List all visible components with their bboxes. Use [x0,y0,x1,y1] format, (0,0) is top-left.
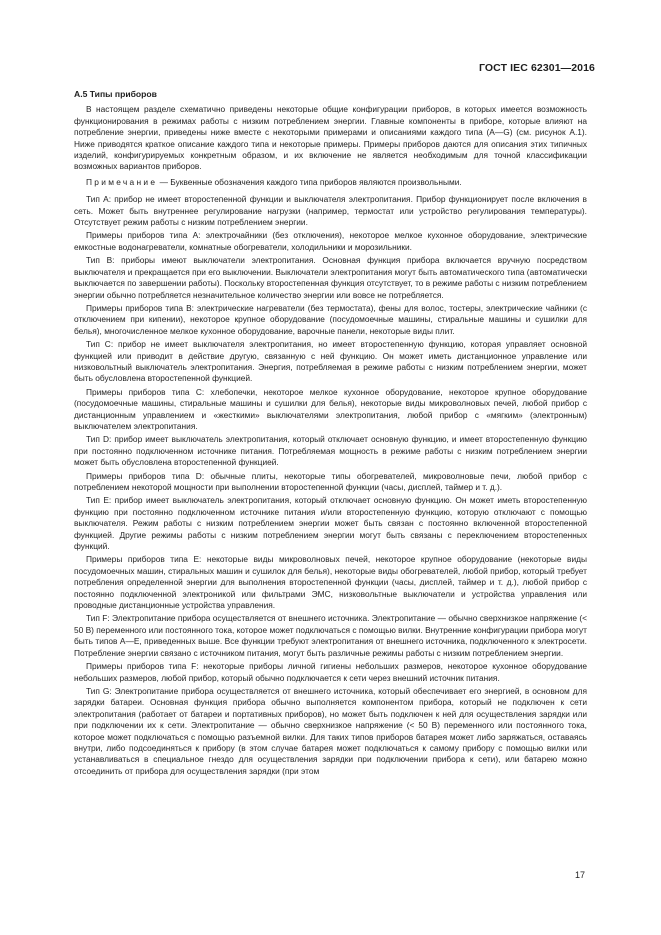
paragraph-examples-c: Примеры приборов типа С: хлебопечки, некоторое мелкое кухонное оборудование, некоторое крупное оборудование (посудомоечные машины, стиральные машины и сушилки для белья), некоторые виды микроволновых печей, любой прибор с дистанционным управлением и «жесткими» выключателями электропитания, любой прибор с «мягким» (электронным) выключателем электропитания. [74,386,587,431]
body-text [74,89,587,777]
section-title: А.5 Типы приборов [74,89,157,99]
paragraph-examples-a: Примеры приборов типа А: электрочайники (без отключения), некоторое мелкое кухонное оборудование, электрические емкостные водонагреватели, комнатные обогреватели, холодильники и морозильники. [74,230,587,252]
paragraph-type-c: Тип С: прибор не имеет выключателя электропитания, но имеет второстепенную функцию, которая управляет основной функцией или приводит в действие другую, связанную с ней функцию. Он может иметь дистанционное управление или низковольтный выключатель электропитания. Энергия, потребляемая в режиме работы с низким потреблением энергии, может быть обусловлена второстепенной функцией. [74,339,587,384]
paragraph-type-d: Тип D: прибор имеет выключатель электропитания, который отключает основную функцию, и имеет второстепенную функцию при постоянно подключенном источнике питания. Потребляемая мощность в режиме работы с низким потреблением энергии может быть обусловлена второстепенной функцией. [74,434,587,468]
paragraph-type-g: Тип G: Электропитание прибора осуществляется от внешнего источника, который обеспечивает его энергией, в основном для зарядки батареи. Основная функция прибора обычно выполняется компонентом прибора, который не подключен к сети электропитания (работает от батареи и портативных приборов), но может быть подключен к ней для осуществления зарядки или при подключении их к сети. Электропитание — обычно сверхнизкое напряжение (< 50 В) переменного или постоянного тока, которое может подключаться с помощью разъемной вилки. Для таких типов приборов батарея может либо заряжаться, оставаясь внутри, либо подсоединяться к прибору (в этом случае батарея может подключаться к самому прибору с помощью вилки или устанавливаться в специальное гнездо для осуществления зарядки при подключении прибора к сети), или батарею можно отсоединить от прибора для осуществления зарядки (при этом [74,685,587,776]
paragraph-type-e: Тип Е: прибор имеет выключатель электропитания, который отключает основную функцию. Он может иметь второстепенную функцию при постоянно подключенном источнике питания и/или второстепенную функцию, которую отключают с помощью выключателя. Режим работы с низким потреблением энергии может быть связан с постоянно включенной второстепенной функцией. Другие режимы работы с низким потреблением энергии могут быть связаны с переключением второстепенных функций. [74,495,587,552]
note-label: Примечание [86,176,158,187]
paragraph-examples-e: Примеры приборов типа Е: некоторые виды микроволновых печей, некоторое крупное оборудование (некоторые виды посудомоечных машин, стиральных машин и сушилок для белья), некоторые виды обогревателей, любой прибор, который требует потребления определенной энергии для выполнения второстепенной функции (часы, дисплей, таймер и т. д.), любой прибор с постоянно подключенной электроникой или фильтрами ЭМС, низковольтные выключатели и устройства управления или проводные дистанционные устройства управления. [74,554,587,611]
paragraph-examples-d: Примеры приборов типа D: обычные плиты, некоторые типы обогревателей, микроволновые печи, любой прибор с потреблением некоторой мощности при выполнении второстепенной функции (часы, дисплей, таймер и т. д.). [74,470,587,492]
note [74,177,587,188]
page-number: 17 [574,870,585,880]
note-text: — Буквенные обозначения каждого типа приборов являются произвольными. [157,176,462,187]
paragraph-type-a: Тип А: прибор не имеет второстепенной функции и выключателя электропитания. Прибор функционирует после включения в сеть. Может быть внутреннее регулирование нагрузки (например, термостат или устройство регулирования температуры). Отсутствует режим работы с низким потреблением энергии. [74,194,587,228]
paragraph-examples-f: Примеры приборов типа F: некоторые приборы личной гигиены небольших размеров, некоторое кухонное оборудование небольших размеров, любой прибор, который обычно подключается к сети через внешний источник питания. [74,661,587,683]
paragraph-type-b: Тип В: приборы имеют выключатели электропитания. Основная функция прибора включается вручную посредством выключателя и прекращается при его выключении. Выключатели электропитания могут быть автоматического типа (автоматически выключается по завершении работы). Поскольку второстепенная функция отсутствует, то в режиме работы с низким потреблением энергии обычно потребляется незначительное количество энергии или вовсе не потребляется. [74,255,587,300]
standard-designation: ГОСТ IEC 62301—2016 [478,62,595,74]
intro-paragraph: В настоящем разделе схематично приведены некоторые общие конфигурации приборов, в которых имеется возможность функционирования в режимах работы с низким потреблением энергии. Главные компоненты в приборе, которые влияют на потребление энергии, приведены ниже вместе с некоторыми примерами и описаниями каждого типа (А—G) (см. рисунок А.1). Ниже приводятся краткое описание каждого типа и некоторые примеры. Примеры приборов даются для описания этих типичных изделий, конфигурируемых конкретным образом, и их включение не является необходимым для точной классификации возможных вариантов приборов. [74,104,587,172]
paragraph-examples-b: Примеры приборов типа В: электрические нагреватели (без термостата), фены для волос, тостеры, электрические чайники (с отключением при кипении), некоторое крупное оборудование (посудомоечные машины, стиральные машины и сушилки для белья), многочисленное мелкое кухонное оборудование, варочные панели, некоторые виды плит. [74,302,587,336]
paragraph-type-f: Тип F: Электропитание прибора осуществляется от внешнего источника. Электропитание — обычно сверхнизкое напряжение (< 50 В) переменного или постоянного тока, которое может подключаться с помощью вилки. Внутренние конфигурации прибора могут быть типов А—Е, приведенных выше. Все функции требуют электропитания от внешнего источника, подключенного к электросети. Потребление энергии связано с источником питания, могут быть различные режимы работы с низким потреблением энергии. [74,613,587,658]
